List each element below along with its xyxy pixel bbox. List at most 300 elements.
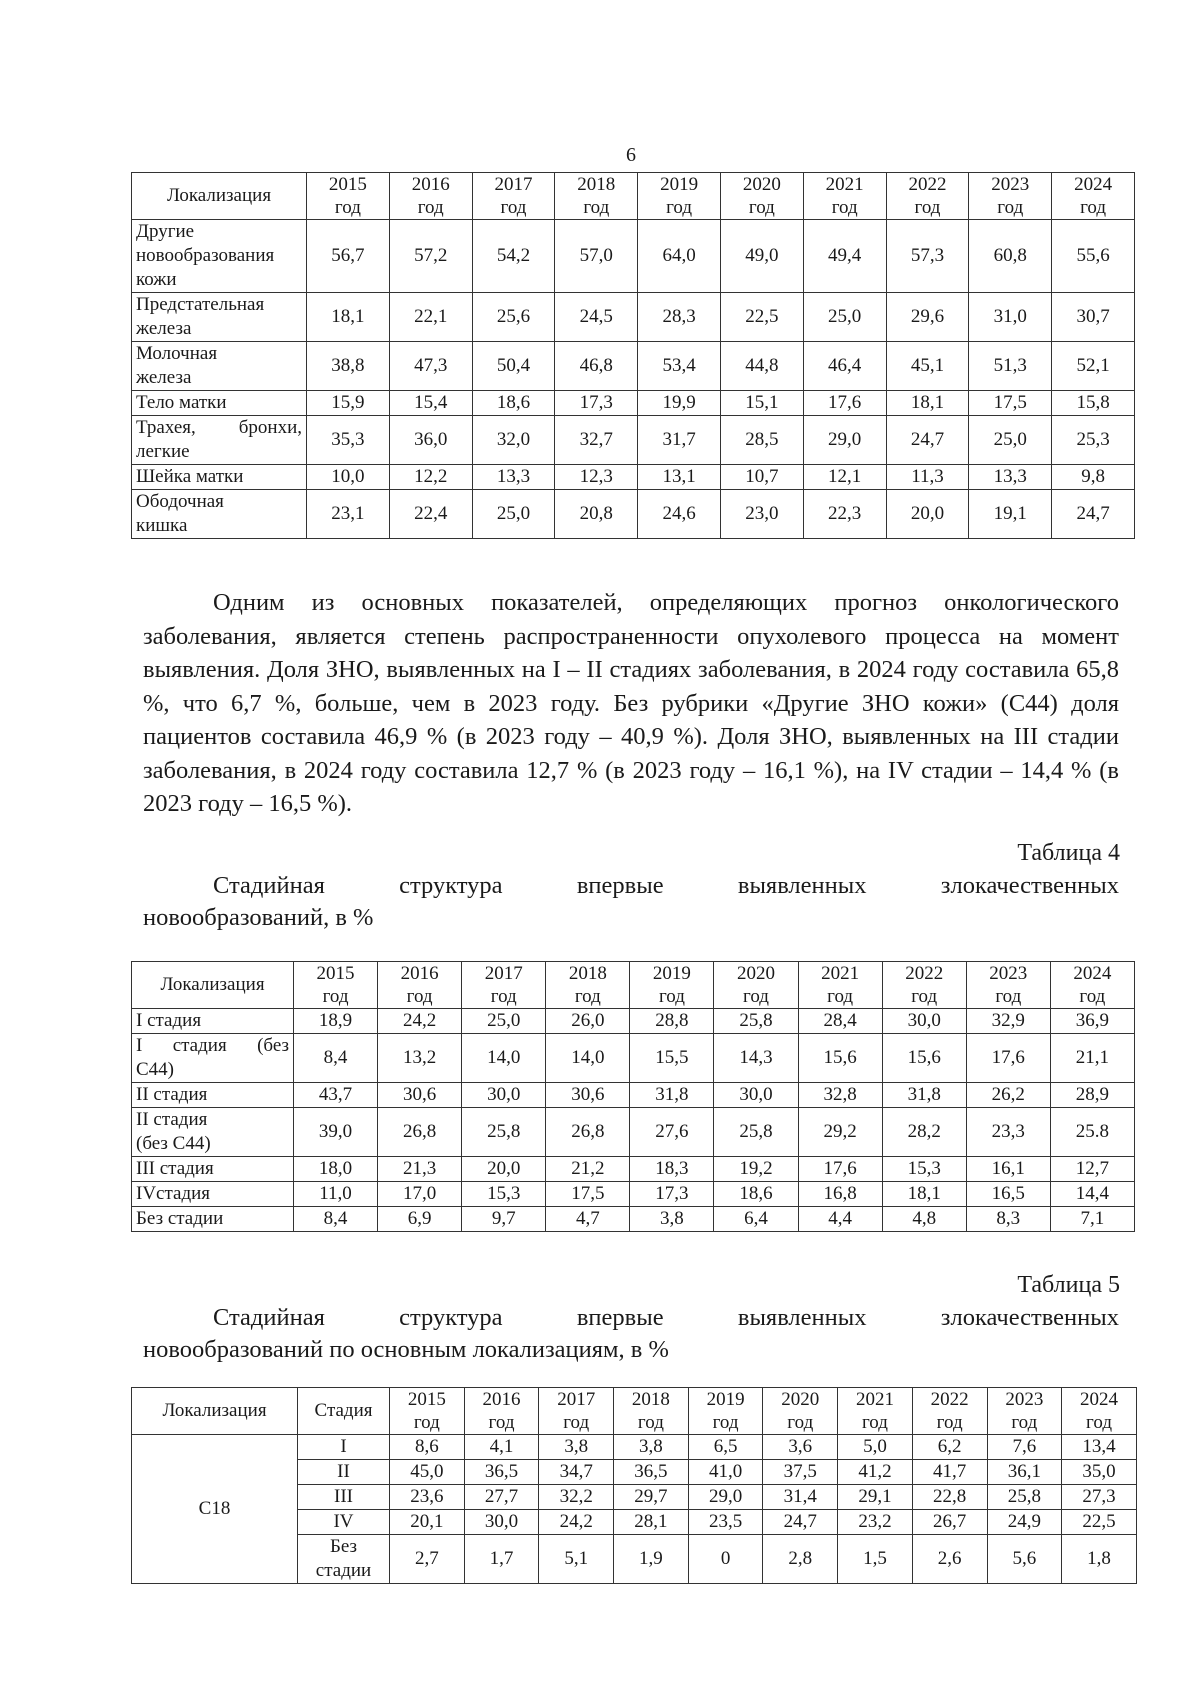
value-cell: 16,5 xyxy=(966,1182,1050,1207)
value-cell: 28,3 xyxy=(638,293,721,342)
value-cell: 15,6 xyxy=(882,1034,966,1083)
value-cell: 17,6 xyxy=(966,1034,1050,1083)
value-cell: 28,9 xyxy=(1050,1083,1134,1108)
cell-line: IV xyxy=(333,1511,354,1532)
value-cell: 4,7 xyxy=(546,1207,630,1232)
value-cell: 9,7 xyxy=(462,1207,546,1232)
value-cell: 27,7 xyxy=(464,1485,539,1510)
value-cell: 25,8 xyxy=(462,1108,546,1157)
value-cell: 8,3 xyxy=(966,1207,1050,1232)
cell-line: Предстательная xyxy=(136,294,265,315)
year-label: 2023 xyxy=(991,174,1030,195)
year-header xyxy=(1052,173,1135,220)
year-header xyxy=(882,962,966,1009)
value-cell: 1,9 xyxy=(614,1535,689,1584)
value-cell: 25.8 xyxy=(1050,1108,1134,1157)
table-row xyxy=(132,1435,1137,1460)
year-label: 2016 xyxy=(411,174,450,195)
value-cell: 18,3 xyxy=(630,1157,714,1182)
value-cell: 26,0 xyxy=(546,1009,630,1034)
year-header xyxy=(630,962,714,1009)
year-label: 2016 xyxy=(400,963,439,984)
table-row xyxy=(132,490,1135,539)
value-cell: 0 xyxy=(688,1535,763,1584)
value-cell: 24,2 xyxy=(378,1009,462,1034)
year-unit: год xyxy=(911,986,938,1007)
value-cell: 17,6 xyxy=(798,1157,882,1182)
value-cell: 64,0 xyxy=(638,220,721,293)
value-cell: 11,3 xyxy=(886,465,969,490)
page-number: 6 xyxy=(626,144,636,166)
value-cell: 8,6 xyxy=(390,1435,465,1460)
value-cell: 25,8 xyxy=(987,1485,1062,1510)
value-cell: 25,3 xyxy=(1052,416,1135,465)
year-unit: год xyxy=(1086,1412,1112,1433)
cell-line: (без С44) xyxy=(136,1133,211,1154)
value-cell: 2,8 xyxy=(763,1535,838,1584)
year-header xyxy=(803,173,886,220)
value-cell: 31,8 xyxy=(630,1083,714,1108)
year-unit: год xyxy=(712,1412,739,1433)
cell-line: Шейка матки xyxy=(136,466,244,487)
value-cell: 23,3 xyxy=(966,1108,1050,1157)
value-cell: 27,3 xyxy=(1062,1485,1137,1510)
value-cell: 13,3 xyxy=(969,465,1052,490)
year-unit: год xyxy=(1079,986,1106,1007)
cell-line: кишка xyxy=(136,515,188,536)
table-row xyxy=(132,1108,1135,1157)
year-header xyxy=(714,962,798,1009)
table-row xyxy=(132,465,1135,490)
value-cell: 29,0 xyxy=(803,416,886,465)
year-header xyxy=(688,1388,763,1435)
value-cell: 54,2 xyxy=(472,220,555,293)
value-cell: 22,4 xyxy=(389,490,472,539)
value-cell: 22,8 xyxy=(912,1485,987,1510)
cell-line: Другие xyxy=(136,221,195,242)
value-cell: 20,8 xyxy=(555,490,638,539)
value-cell: 36,1 xyxy=(987,1460,1062,1485)
table-row xyxy=(132,416,1135,465)
value-cell: 30,7 xyxy=(1052,293,1135,342)
year-header xyxy=(638,173,721,220)
year-unit: год xyxy=(743,986,769,1007)
value-cell: 26,2 xyxy=(966,1083,1050,1108)
value-cell: 49,4 xyxy=(803,220,886,293)
value-cell: 18,1 xyxy=(886,391,969,416)
value-cell: 8,4 xyxy=(294,1207,378,1232)
cell-line: Без xyxy=(329,1536,358,1557)
value-cell: 57,3 xyxy=(886,220,969,293)
value-cell: 3,6 xyxy=(763,1435,838,1460)
cell-line: IVстадия xyxy=(136,1183,211,1204)
value-cell: 31,4 xyxy=(763,1485,838,1510)
year-header xyxy=(969,173,1052,220)
year-header xyxy=(464,1388,539,1435)
year-header xyxy=(912,1388,987,1435)
value-cell: 3,8 xyxy=(539,1435,614,1460)
cell-line: Трахея, бронхи, xyxy=(136,417,302,438)
year-label: 2021 xyxy=(855,1389,894,1410)
value-cell: 18,1 xyxy=(882,1182,966,1207)
value-cell: 12,1 xyxy=(803,465,886,490)
header-row xyxy=(132,962,1135,1009)
year-label: 2024 xyxy=(1080,1389,1119,1410)
year-label: 2023 xyxy=(1005,1389,1044,1410)
value-cell: 9,8 xyxy=(1052,465,1135,490)
value-cell: 46,4 xyxy=(803,342,886,391)
row-label xyxy=(132,391,307,416)
value-cell: 28,4 xyxy=(798,1009,882,1034)
year-label: 2019 xyxy=(660,174,699,195)
value-cell: 13,4 xyxy=(1062,1435,1137,1460)
value-cell: 46,8 xyxy=(555,342,638,391)
value-cell: 18,9 xyxy=(294,1009,378,1034)
value-cell: 30,6 xyxy=(546,1083,630,1108)
year-unit: год xyxy=(500,197,527,218)
table-row xyxy=(132,1009,1135,1034)
year-unit: год xyxy=(334,197,361,218)
year-label: 2022 xyxy=(908,174,947,195)
value-cell: 1,7 xyxy=(464,1535,539,1584)
cell-line: II xyxy=(337,1461,350,1482)
cell-line: I стадия (без xyxy=(136,1035,289,1056)
cell-line: железа xyxy=(136,318,192,339)
value-cell: 17,5 xyxy=(546,1182,630,1207)
localization-cell: С18 xyxy=(132,1435,298,1584)
cell-line: I xyxy=(340,1436,347,1457)
table4-caption: Таблица 4 xyxy=(1017,840,1120,866)
stage-cell xyxy=(298,1510,390,1535)
cell-line: III стадия xyxy=(136,1158,214,1179)
value-cell: 5,0 xyxy=(838,1435,913,1460)
table-row xyxy=(132,220,1135,293)
value-cell: 4,1 xyxy=(464,1435,539,1460)
year-unit: год xyxy=(861,1412,888,1433)
value-cell: 1,8 xyxy=(1062,1535,1137,1584)
year-header xyxy=(472,173,555,220)
value-cell: 5,6 xyxy=(987,1535,1062,1584)
value-cell: 25,8 xyxy=(714,1009,798,1034)
value-cell: 41,7 xyxy=(912,1460,987,1485)
value-cell: 14,0 xyxy=(462,1034,546,1083)
value-cell: 15,3 xyxy=(882,1157,966,1182)
value-cell: 45,0 xyxy=(390,1460,465,1485)
value-cell: 17,0 xyxy=(378,1182,462,1207)
cell-line: II стадия xyxy=(136,1084,208,1105)
row-label xyxy=(132,293,307,342)
value-cell: 17,6 xyxy=(803,391,886,416)
value-cell: 32,2 xyxy=(539,1485,614,1510)
cell-line: стадии xyxy=(315,1560,372,1581)
value-cell: 25,8 xyxy=(714,1108,798,1157)
year-header xyxy=(294,962,378,1009)
row-label xyxy=(132,490,307,539)
value-cell: 18,1 xyxy=(307,293,390,342)
year-unit: год xyxy=(413,1412,440,1433)
value-cell: 28,1 xyxy=(614,1510,689,1535)
localization-header: Локализация xyxy=(132,1388,298,1435)
value-cell: 35,3 xyxy=(307,416,390,465)
year-unit: год xyxy=(574,986,601,1007)
year-unit: год xyxy=(748,197,775,218)
value-cell: 21,3 xyxy=(378,1157,462,1182)
year-unit: год xyxy=(914,197,941,218)
value-cell: 18,0 xyxy=(294,1157,378,1182)
year-label: 2024 xyxy=(1074,174,1113,195)
value-cell: 19,1 xyxy=(969,490,1052,539)
value-cell: 23,2 xyxy=(838,1510,913,1535)
value-cell: 16,8 xyxy=(798,1182,882,1207)
year-label: 2018 xyxy=(568,963,607,984)
year-unit: год xyxy=(1011,1412,1038,1433)
year-label: 2015 xyxy=(316,963,355,984)
stage-cell xyxy=(298,1435,390,1460)
value-cell: 30,6 xyxy=(378,1083,462,1108)
value-cell: 49,0 xyxy=(720,220,803,293)
value-cell: 41,0 xyxy=(688,1460,763,1485)
table4-title xyxy=(143,870,1119,934)
table-row xyxy=(132,391,1135,416)
value-cell: 25,0 xyxy=(803,293,886,342)
value-cell: 14,0 xyxy=(546,1034,630,1083)
value-cell: 24,6 xyxy=(638,490,721,539)
year-header xyxy=(720,173,803,220)
value-cell: 29,0 xyxy=(688,1485,763,1510)
cell-line: Ободочная xyxy=(136,491,224,512)
value-cell: 31,0 xyxy=(969,293,1052,342)
value-cell: 15,4 xyxy=(389,391,472,416)
value-cell: 5,1 xyxy=(539,1535,614,1584)
cell-line: Без стадии xyxy=(136,1208,224,1229)
cell-line: Тело матки xyxy=(136,392,227,413)
value-cell: 22,5 xyxy=(720,293,803,342)
year-header xyxy=(555,173,638,220)
value-cell: 25,6 xyxy=(472,293,555,342)
year-label: 2020 xyxy=(781,1389,820,1410)
value-cell: 13,1 xyxy=(638,465,721,490)
value-cell: 10,7 xyxy=(720,465,803,490)
table5-title-line1: Стадийная структура впервые выявленных злокачественных xyxy=(213,1304,1119,1331)
value-cell: 4,8 xyxy=(882,1207,966,1232)
row-label xyxy=(132,465,307,490)
value-cell: 23,0 xyxy=(720,490,803,539)
value-cell: 30,0 xyxy=(714,1083,798,1108)
year-label: 2016 xyxy=(482,1389,521,1410)
value-cell: 51,3 xyxy=(969,342,1052,391)
row-label xyxy=(132,1182,294,1207)
value-cell: 6,9 xyxy=(378,1207,462,1232)
row-label xyxy=(132,1108,294,1157)
value-cell: 17,5 xyxy=(969,391,1052,416)
year-header xyxy=(539,1388,614,1435)
value-cell: 24,7 xyxy=(1052,490,1135,539)
value-cell: 37,5 xyxy=(763,1460,838,1485)
year-header xyxy=(390,1388,465,1435)
value-cell: 34,7 xyxy=(539,1460,614,1485)
year-unit: год xyxy=(490,986,517,1007)
value-cell: 30,0 xyxy=(464,1510,539,1535)
localization-table xyxy=(131,172,1135,539)
year-label: 2021 xyxy=(825,174,864,195)
value-cell: 12,7 xyxy=(1050,1157,1134,1182)
value-cell: 16,1 xyxy=(966,1157,1050,1182)
value-cell: 31,8 xyxy=(882,1083,966,1108)
body-paragraph: Одним из основных показателей, определяющих прогноз онкологического заболевания, является степень распространенности опухолевого процесса на момент выявления. Доля ЗНО, выявленных на I – II стадиях заболевания, в 2024 году составила 65,8 %, что 6,7 %, больше, чем в 2023 году. Без рубрики «Другие ЗНО кожи» (С44) доля пациентов составила 46,9 % (в 2023 году – 40,9 %). Доля ЗНО, выявленных на III стадии заболевания, в 2024 году составила 12,7 % (в 2023 году – 16,1 %), на IV стадии – 14,4 % (в 2023 году – 16,5 %). xyxy=(143,589,1119,817)
value-cell: 15,6 xyxy=(798,1034,882,1083)
cell-line: легкие xyxy=(136,441,190,462)
value-cell: 32,9 xyxy=(966,1009,1050,1034)
cell-line: кожи xyxy=(136,269,177,290)
stage-cell xyxy=(298,1535,390,1584)
row-label xyxy=(132,220,307,293)
year-header xyxy=(798,962,882,1009)
year-header xyxy=(886,173,969,220)
value-cell: 44,8 xyxy=(720,342,803,391)
value-cell: 7,6 xyxy=(987,1435,1062,1460)
value-cell: 22,5 xyxy=(1062,1510,1137,1535)
year-label: 2024 xyxy=(1073,963,1112,984)
year-label: 2015 xyxy=(407,1389,446,1410)
year-header xyxy=(389,173,472,220)
year-label: 2022 xyxy=(930,1389,969,1410)
value-cell: 1,5 xyxy=(838,1535,913,1584)
value-cell: 47,3 xyxy=(389,342,472,391)
value-cell: 23,1 xyxy=(307,490,390,539)
value-cell: 15,1 xyxy=(720,391,803,416)
row-label xyxy=(132,1034,294,1083)
value-cell: 14,3 xyxy=(714,1034,798,1083)
year-unit: год xyxy=(322,986,349,1007)
cell-line: II стадия xyxy=(136,1109,208,1130)
value-cell: 24,2 xyxy=(539,1510,614,1535)
value-cell: 29,1 xyxy=(838,1485,913,1510)
year-unit: год xyxy=(563,1412,590,1433)
value-cell: 30,0 xyxy=(882,1009,966,1034)
value-cell: 50,4 xyxy=(472,342,555,391)
year-unit: год xyxy=(406,986,433,1007)
value-cell: 14,4 xyxy=(1050,1182,1134,1207)
value-cell: 21,1 xyxy=(1050,1034,1134,1083)
row-label xyxy=(132,416,307,465)
row-label xyxy=(132,1207,294,1232)
value-cell: 20,1 xyxy=(390,1510,465,1535)
row-label xyxy=(132,1009,294,1034)
localization-header: Локализация xyxy=(132,173,307,220)
header-row xyxy=(132,173,1135,220)
year-label: 2022 xyxy=(905,963,944,984)
table-row xyxy=(132,342,1135,391)
value-cell: 30,0 xyxy=(462,1083,546,1108)
value-cell: 19,2 xyxy=(714,1157,798,1182)
year-label: 2018 xyxy=(631,1389,670,1410)
row-label xyxy=(132,342,307,391)
value-cell: 28,2 xyxy=(882,1108,966,1157)
header-row xyxy=(132,1388,1137,1435)
value-cell: 23,5 xyxy=(688,1510,763,1535)
year-unit: год xyxy=(995,986,1022,1007)
value-cell: 2,6 xyxy=(912,1535,987,1584)
value-cell: 24,5 xyxy=(555,293,638,342)
cell-line: I стадия xyxy=(136,1010,202,1031)
year-unit: год xyxy=(417,197,444,218)
table-row xyxy=(132,1034,1135,1083)
localization-header: Локализация xyxy=(132,962,294,1009)
table-row xyxy=(132,1083,1135,1108)
year-header xyxy=(546,962,630,1009)
value-cell: 20,0 xyxy=(462,1157,546,1182)
value-cell: 22,1 xyxy=(389,293,472,342)
year-unit: год xyxy=(666,197,693,218)
value-cell: 36,0 xyxy=(389,416,472,465)
year-unit: год xyxy=(488,1412,515,1433)
year-unit: год xyxy=(997,197,1024,218)
stage-structure-table xyxy=(131,961,1135,1232)
value-cell: 57,2 xyxy=(389,220,472,293)
year-unit: год xyxy=(787,1412,814,1433)
value-cell: 17,3 xyxy=(555,391,638,416)
value-cell: 19,9 xyxy=(638,391,721,416)
value-cell: 56,7 xyxy=(307,220,390,293)
table4-title-line1: Стадийная структура впервые выявленных злокачественных xyxy=(213,872,1119,899)
year-header xyxy=(378,962,462,1009)
value-cell: 13,2 xyxy=(378,1034,462,1083)
value-cell: 15,9 xyxy=(307,391,390,416)
value-cell: 60,8 xyxy=(969,220,1052,293)
value-cell: 22,3 xyxy=(803,490,886,539)
value-cell: 15,8 xyxy=(1052,391,1135,416)
year-label: 2017 xyxy=(484,963,523,984)
value-cell: 52,1 xyxy=(1052,342,1135,391)
value-cell: 4,4 xyxy=(798,1207,882,1232)
value-cell: 12,2 xyxy=(389,465,472,490)
value-cell: 24,9 xyxy=(987,1510,1062,1535)
value-cell: 21,2 xyxy=(546,1157,630,1182)
value-cell: 32,7 xyxy=(555,416,638,465)
value-cell: 43,7 xyxy=(294,1083,378,1108)
value-cell: 2,7 xyxy=(390,1535,465,1584)
value-cell: 29,7 xyxy=(614,1485,689,1510)
year-header xyxy=(307,173,390,220)
year-label: 2019 xyxy=(652,963,691,984)
year-label: 2020 xyxy=(742,174,781,195)
year-header xyxy=(838,1388,913,1435)
value-cell: 32,0 xyxy=(472,416,555,465)
row-label xyxy=(132,1157,294,1182)
value-cell: 28,5 xyxy=(720,416,803,465)
value-cell: 24,7 xyxy=(886,416,969,465)
year-unit: год xyxy=(831,197,858,218)
value-cell: 45,1 xyxy=(886,342,969,391)
year-unit: год xyxy=(1080,197,1107,218)
value-cell: 18,6 xyxy=(472,391,555,416)
year-label: 2021 xyxy=(821,963,860,984)
value-cell: 8,4 xyxy=(294,1034,378,1083)
value-cell: 31,7 xyxy=(638,416,721,465)
year-unit: год xyxy=(637,1412,664,1433)
value-cell: 36,5 xyxy=(464,1460,539,1485)
cell-line: Молочная xyxy=(136,343,218,364)
value-cell: 26,7 xyxy=(912,1510,987,1535)
value-cell: 53,4 xyxy=(638,342,721,391)
value-cell: 29,6 xyxy=(886,293,969,342)
row-label xyxy=(132,1083,294,1108)
table-row xyxy=(132,1182,1135,1207)
table5-title xyxy=(143,1302,1119,1366)
value-cell: 36,5 xyxy=(614,1460,689,1485)
value-cell: 29,2 xyxy=(798,1108,882,1157)
value-cell: 32,8 xyxy=(798,1083,882,1108)
